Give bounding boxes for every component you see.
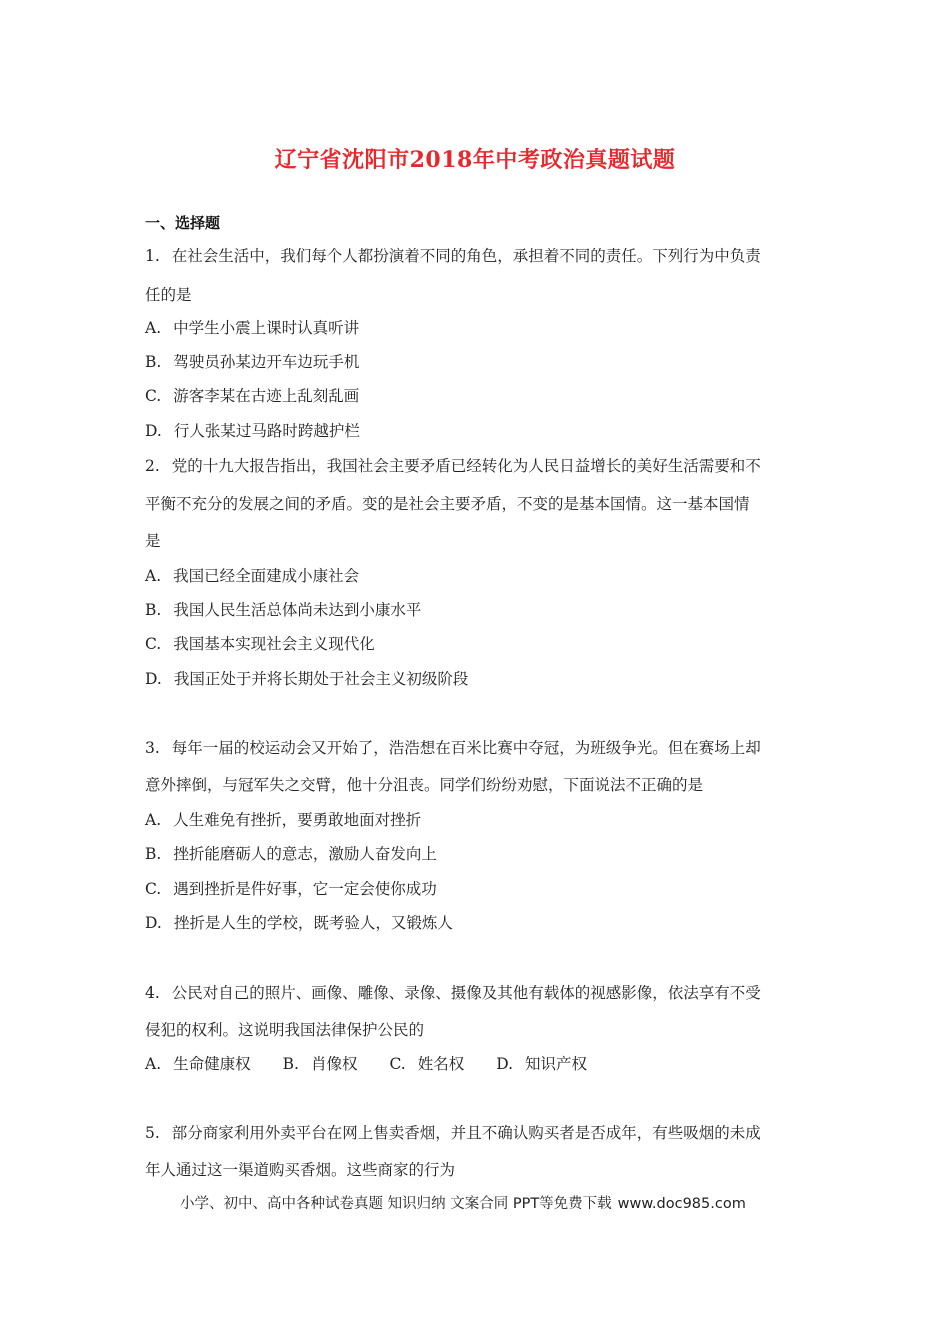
question-1-option-d	[145, 421, 360, 441]
question-number: 3.	[145, 739, 160, 757]
question-number: 1.	[145, 247, 160, 265]
option-text: 我国基本实现社会主义现代化	[173, 635, 375, 653]
footer-url-link[interactable]: www.doc985.com	[617, 1196, 746, 1212]
page-footer	[180, 1192, 746, 1213]
option-text: 游客李某在古迹上乱刻乱画	[173, 387, 360, 405]
question-3-option-b	[145, 844, 437, 864]
question-text: 部分商家利用外卖平台在网上售卖香烟，并且不确认购买者是否成年，有些吸烟的未成	[171, 1124, 761, 1142]
option-text: 行人张某过马路时跨越护栏	[173, 422, 360, 440]
option-text: 姓名权	[417, 1055, 465, 1073]
question-4-option-a	[145, 1054, 251, 1074]
option-letter: B.	[145, 353, 162, 371]
option-letter: C.	[145, 635, 162, 653]
question-3-option-c	[145, 879, 437, 899]
question-2-option-c	[145, 634, 375, 654]
question-number: 4.	[145, 984, 160, 1002]
option-text: 我国人民生活总体尚未达到小康水平	[173, 601, 422, 619]
option-text: 肖像权	[310, 1055, 358, 1073]
question-4-options-row	[145, 1054, 619, 1074]
question-2-option-d	[145, 669, 468, 689]
option-letter: B.	[145, 601, 162, 619]
option-text: 挫折是人生的学校，既考验人，又锻炼人	[173, 914, 453, 932]
question-5-stem-line-1	[145, 1123, 761, 1143]
option-text: 生命健康权	[173, 1055, 251, 1073]
option-text: 挫折能磨砺人的意志，激励人奋发向上	[173, 845, 437, 863]
question-1-option-c	[145, 386, 359, 406]
option-text: 驾驶员孙某边开车边玩手机	[173, 353, 360, 371]
question-1-stem-line-2	[145, 285, 192, 305]
option-letter: D.	[145, 422, 162, 440]
question-number: 2.	[145, 457, 160, 475]
option-letter: D.	[496, 1055, 514, 1073]
question-4-stem-line-2	[145, 1020, 424, 1040]
question-text: 任的是	[145, 286, 192, 304]
question-4-option-b	[283, 1054, 358, 1074]
question-3-option-d	[145, 913, 453, 933]
question-3-option-a	[145, 810, 421, 830]
section-heading: 一、选择题	[145, 214, 221, 232]
question-text: 公民对自己的照片、画像、雕像、录像、摄像及其他有载体的视感影像，依法享有不受	[171, 984, 761, 1002]
question-5-stem-line-2	[145, 1160, 455, 1180]
option-letter: C.	[145, 387, 162, 405]
option-text: 遇到挫折是件好事，它一定会使你成功	[173, 880, 437, 898]
question-2-stem-line-1	[145, 456, 761, 476]
option-text: 我国正处于并将长期处于社会主义初级阶段	[173, 670, 469, 688]
option-letter: B.	[145, 845, 162, 863]
option-letter: D.	[145, 914, 162, 932]
option-text: 知识产权	[525, 1055, 588, 1073]
option-text: 人生难免有挫折，要勇敢地面对挫折	[173, 811, 422, 829]
option-letter: D.	[145, 670, 162, 688]
question-3-stem-line-2	[145, 775, 703, 795]
question-text: 平衡不充分的发展之间的矛盾。变的是社会主要矛盾，不变的是基本国情。这一基本国情	[145, 495, 750, 513]
option-letter: A.	[145, 1055, 162, 1073]
question-2-option-b	[145, 600, 421, 620]
question-text: 侵犯的权利。这说明我国法律保护公民的	[145, 1021, 425, 1039]
option-letter: A.	[145, 567, 162, 585]
question-3-stem-line-1	[145, 738, 761, 758]
question-1-option-b	[145, 352, 359, 372]
question-4-option-c	[389, 1054, 464, 1074]
option-text: 中学生小震上课时认真听讲	[173, 319, 360, 337]
question-4-option-d	[496, 1054, 587, 1074]
option-letter: A.	[145, 319, 162, 337]
question-text: 是	[145, 532, 161, 550]
option-letter: B.	[282, 1055, 299, 1073]
question-1-option-a	[145, 318, 359, 338]
option-letter: A.	[145, 811, 162, 829]
question-text: 党的十九大报告指出，我国社会主要矛盾已经转化为人民日益增长的美好生活需要和不	[171, 457, 761, 475]
question-2-stem-line-3	[145, 531, 161, 551]
footer-text: 小学、初中、高中各种试卷真题 知识归纳 文案合同 PPT等免费下载	[180, 1196, 612, 1212]
question-text: 在社会生活中，我们每个人都扮演着不同的角色，承担着不同的责任。下列行为中负责	[171, 247, 761, 265]
option-text: 我国已经全面建成小康社会	[173, 567, 360, 585]
option-letter: C.	[389, 1055, 406, 1073]
question-text: 每年一届的校运动会又开始了，浩浩想在百米比赛中夺冠，为班级争光。但在赛场上却	[171, 739, 761, 757]
question-4-stem-line-1	[145, 983, 761, 1003]
question-1-stem-line-1	[145, 246, 761, 266]
question-text: 年人通过这一渠道购买香烟。这些商家的行为	[145, 1161, 456, 1179]
page-title: 辽宁省沈阳市2018年中考政治真题试题	[274, 147, 676, 173]
question-2-option-a	[145, 566, 359, 586]
question-text: 意外摔倒，与冠军失之交臂，他十分沮丧。同学们纷纷劝慰，下面说法不正确的是	[145, 776, 704, 794]
question-2-stem-line-2	[145, 494, 750, 514]
option-letter: C.	[145, 880, 162, 898]
question-number: 5.	[145, 1124, 160, 1142]
